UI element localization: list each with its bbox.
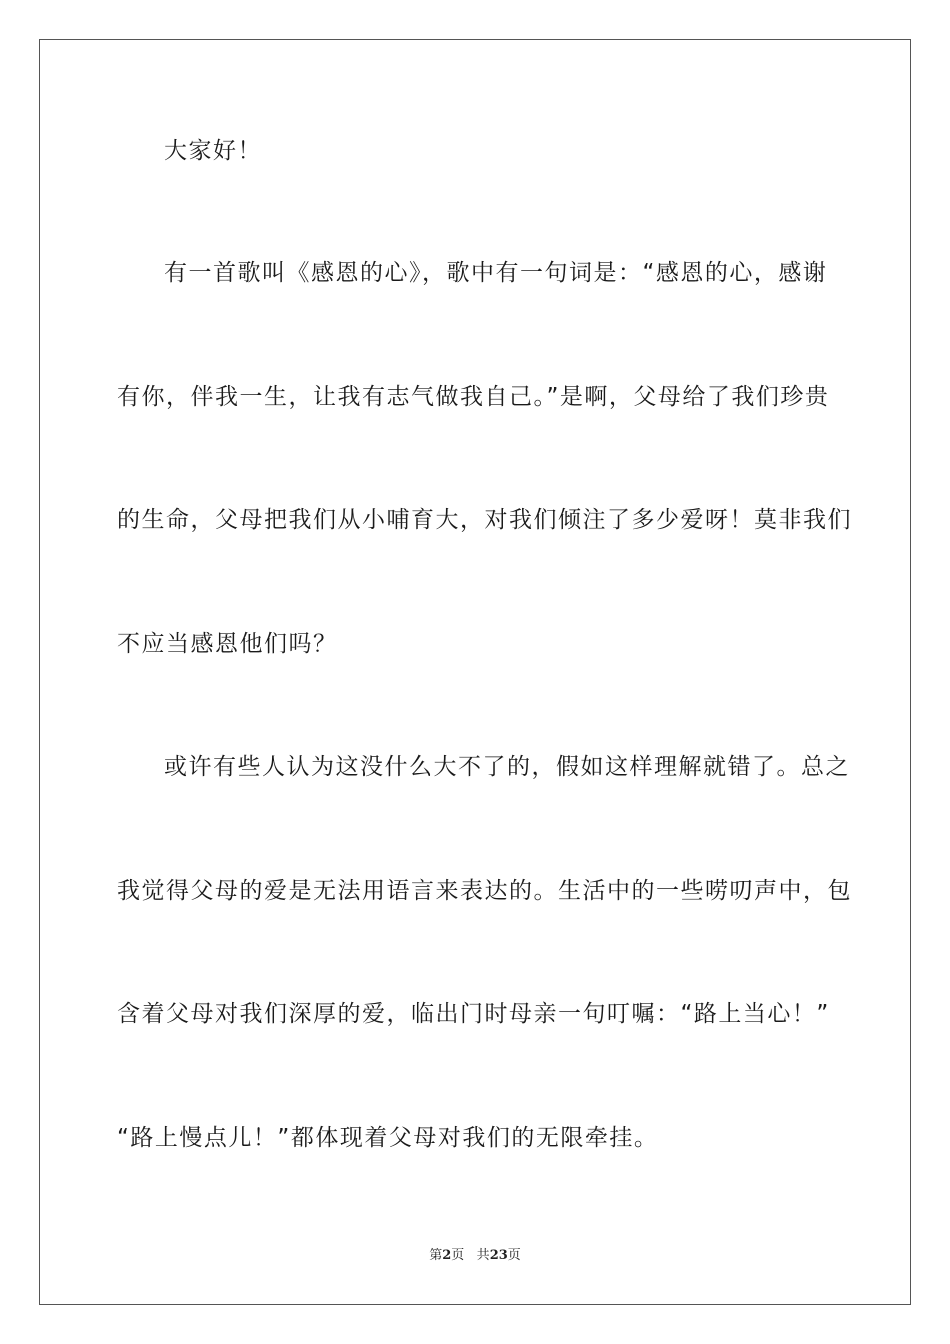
paragraph-2-line-3: 含着父母对我们深厚的爱，临出门时母亲一句叮嘱：“路上当心！” (117, 1001, 830, 1027)
footer-total-suffix: 页 (507, 1248, 521, 1263)
paragraph-2-line-2: 我觉得父母的爱是无法用语言来表达的。生活中的一些唠叨声中，包 (117, 878, 852, 904)
paragraph-2-line-1: 或许有些人认为这没什么大不了的，假如这样理解就错了。总之 (164, 754, 850, 780)
paragraph-2-line-4: “路上慢点儿！”都体现着父母对我们的无限牵挂。 (117, 1125, 659, 1151)
total-pages: 23 (489, 1248, 508, 1263)
paragraph-1-line-2: 有你，伴我一生，让我有志气做我自己。”是啊，父母给了我们珍贵 (117, 384, 830, 410)
footer-prefix: 第 (429, 1248, 443, 1263)
page-number: 2 (442, 1248, 452, 1263)
paragraph-1-line-4: 不应当感恩他们吗？ (117, 631, 338, 657)
page-footer (0, 1247, 950, 1265)
greeting-line: 大家好！ (164, 138, 262, 164)
paragraph-1-line-1: 有一首歌叫《感恩的心》，歌中有一句词是：“感恩的心，感谢 (164, 260, 828, 286)
paragraph-1-line-3: 的生命，父母把我们从小哺育大，对我们倾注了多少爱呀！莫非我们 (117, 507, 852, 533)
footer-total-prefix: 共 (476, 1248, 490, 1263)
footer-page-suffix: 页 (451, 1248, 465, 1263)
page-border (39, 39, 911, 1305)
